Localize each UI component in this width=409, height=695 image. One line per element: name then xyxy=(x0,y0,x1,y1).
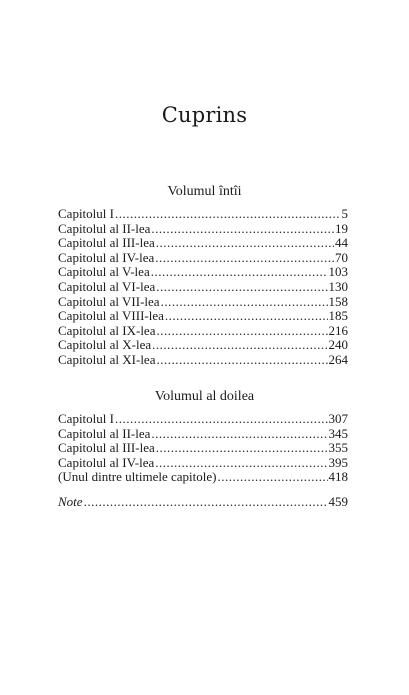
toc-entry-page: 158 xyxy=(328,294,348,309)
toc-entry[interactable] xyxy=(58,470,348,485)
dot-leader xyxy=(115,207,341,222)
toc-entry-label: Capitolul al III-lea xyxy=(58,441,155,456)
toc-entry-page: 19 xyxy=(335,221,348,236)
toc-entry[interactable] xyxy=(58,441,348,456)
toc-entry-page: 70 xyxy=(335,250,348,265)
page-title: Cuprins xyxy=(161,103,248,127)
toc-entry[interactable] xyxy=(58,207,348,222)
toc-entry-page: 44 xyxy=(335,236,348,251)
toc-entry-label: Capitolul al II-lea xyxy=(58,221,151,236)
dot-leader xyxy=(156,353,327,368)
toc-notes xyxy=(58,495,348,510)
toc-entry-page: 264 xyxy=(328,352,348,367)
dot-leader xyxy=(155,251,334,266)
toc-entry-page: 345 xyxy=(328,426,348,441)
toc-entry-label: (Unul dintre ultimele capitole) xyxy=(58,470,217,485)
toc-entry-label: Capitolul al III-lea xyxy=(58,236,155,251)
toc-entry-label: Capitolul al VI-lea xyxy=(58,279,156,294)
toc-entry-label: Note xyxy=(58,495,83,509)
toc-entry-page: 418 xyxy=(328,470,348,485)
toc-volume-1 xyxy=(58,207,348,368)
toc-entry-label: Capitolul I xyxy=(58,412,114,426)
dot-leader xyxy=(151,265,328,280)
toc-entry[interactable] xyxy=(58,338,348,353)
toc-entry-page: 103 xyxy=(328,265,348,280)
toc-entry-page: 216 xyxy=(328,323,348,338)
toc-entry[interactable] xyxy=(58,324,348,339)
dot-leader xyxy=(155,456,327,471)
toc-entry[interactable] xyxy=(58,353,348,368)
dot-leader xyxy=(156,236,334,251)
dot-leader xyxy=(84,495,328,510)
toc-entry-label: Capitolul al IX-lea xyxy=(58,323,156,338)
toc-entry-page: 307 xyxy=(328,412,348,426)
dot-leader xyxy=(165,309,328,324)
toc-entry[interactable] xyxy=(58,456,348,471)
toc-entry-notes[interactable] xyxy=(58,495,348,510)
toc-entry-label: Capitolul al VIII-lea xyxy=(58,309,164,324)
toc-volume-2 xyxy=(58,412,348,485)
volume-2-heading: Volumul al doilea xyxy=(154,389,255,404)
dot-leader xyxy=(156,280,327,295)
dot-leader xyxy=(217,470,327,485)
toc-entry-page: 355 xyxy=(328,441,348,456)
toc-entry[interactable] xyxy=(58,251,348,266)
toc-entry-label: Capitolul al VII-lea xyxy=(58,294,160,309)
toc-entry-label: Capitolul I xyxy=(58,207,114,221)
toc-entry-label: Capitolul al II-lea xyxy=(58,426,151,441)
toc-entry-page: 459 xyxy=(328,495,348,509)
toc-entry-label: Capitolul al XI-lea xyxy=(58,352,156,367)
toc-entry[interactable] xyxy=(58,412,348,427)
dot-leader xyxy=(161,295,328,310)
toc-entry-label: Capitolul al X-lea xyxy=(58,338,152,353)
dot-leader xyxy=(151,222,334,237)
toc-entry[interactable] xyxy=(58,265,348,280)
toc-entry-page: 240 xyxy=(328,338,348,353)
toc-entry[interactable] xyxy=(58,295,348,310)
dot-leader xyxy=(156,441,328,456)
volume-1-heading: Volumul întîi xyxy=(167,184,242,199)
toc-entry[interactable] xyxy=(58,427,348,442)
toc-entry-page: 185 xyxy=(328,309,348,324)
toc-entry-page: 130 xyxy=(328,279,348,294)
toc-entry-label: Capitolul al V-lea xyxy=(58,265,150,280)
toc-entry-page: 5 xyxy=(341,207,348,221)
toc-entry-page: 395 xyxy=(328,455,348,470)
dot-leader xyxy=(156,324,327,339)
toc-entry[interactable] xyxy=(58,309,348,324)
dot-leader xyxy=(151,427,327,442)
dot-leader xyxy=(115,412,328,427)
toc-entry-label: Capitolul al IV-lea xyxy=(58,455,155,470)
toc-entry-label: Capitolul al IV-lea xyxy=(58,250,155,265)
toc-entry[interactable] xyxy=(58,280,348,295)
toc-entry[interactable] xyxy=(58,222,348,237)
toc-entry[interactable] xyxy=(58,236,348,251)
dot-leader xyxy=(152,338,327,353)
